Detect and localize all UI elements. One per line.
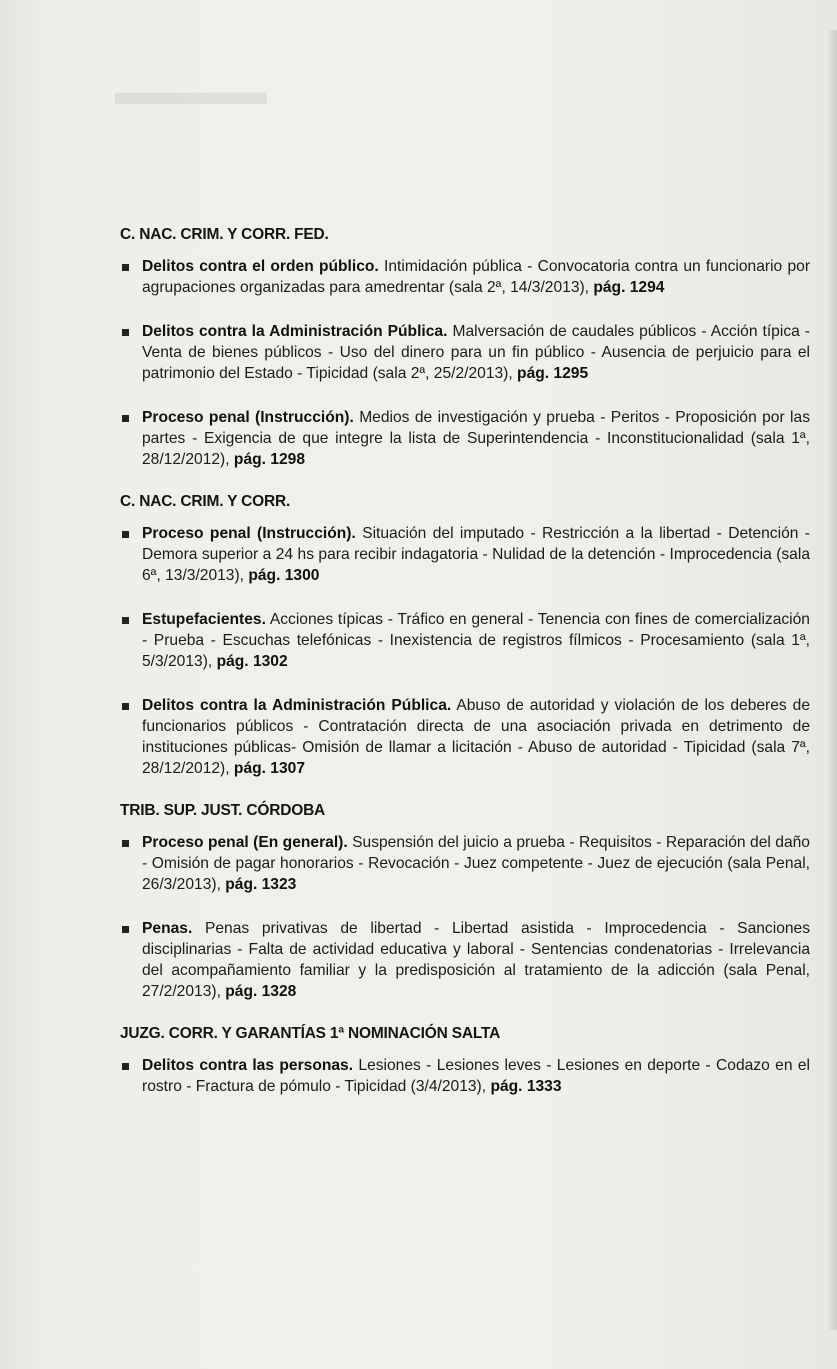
bullet-icon xyxy=(122,415,129,422)
entry-page: pág. 1302 xyxy=(216,653,288,670)
entry-page: pág. 1323 xyxy=(225,876,297,893)
summary-entry xyxy=(120,321,810,384)
summary-entry xyxy=(120,1055,810,1097)
entry-text: Acciones típicas - Tráfico en general - Tenencia con fines de comercialización - Prueba - Escuchas telefónicas - Inexistencia de registros fílmicos - Procesamiento (sala 1ª, 5/3/2013), xyxy=(142,611,810,670)
summary-entry xyxy=(120,407,810,470)
entry-topic: Estupefacientes. xyxy=(142,611,266,628)
entry-topic: Proceso penal (Instrucción). xyxy=(142,525,356,542)
entry-topic: Penas. xyxy=(142,920,193,937)
bullet-icon xyxy=(122,329,129,336)
summary-content xyxy=(120,226,810,1120)
entry-page: pág. 1295 xyxy=(517,365,589,382)
summary-entry xyxy=(120,695,810,779)
entry-page: pág. 1294 xyxy=(593,279,665,296)
bullet-icon xyxy=(122,264,129,271)
court-heading: C. NAC. CRIM. Y CORR. xyxy=(120,493,291,510)
entry-page: pág. 1333 xyxy=(490,1078,562,1095)
bullet-icon xyxy=(122,617,129,624)
entry-text: Medios de investigación y prueba - Peritos - Proposición por las partes - Exigencia de que integre la lista de Superintendencia - Inconstitucionalidad (sala 1ª, 28/12/2012), xyxy=(142,409,810,468)
bullet-icon xyxy=(122,1063,129,1070)
court-heading: C. NAC. CRIM. Y CORR. FED. xyxy=(120,226,329,243)
summary-entry xyxy=(120,609,810,672)
entry-text: Suspensión del juicio a prueba - Requisitos - Reparación del daño - Omisión de pagar honorarios - Revocación - Juez competente - Juez de ejecución (sala Penal, 26/3/2013), xyxy=(142,834,810,893)
page-edge-shadow xyxy=(827,30,837,1330)
entry-topic: Delitos contra el orden público. xyxy=(142,258,379,275)
summary-entry xyxy=(120,918,810,1002)
court-section xyxy=(120,802,810,1002)
entry-page: pág. 1300 xyxy=(248,567,320,584)
bullet-icon xyxy=(122,840,129,847)
court-section xyxy=(120,1025,810,1097)
entry-page: pág. 1298 xyxy=(233,451,305,468)
court-heading: JUZG. CORR. Y GARANTÍAS 1ª NOMINACIÓN SALTA xyxy=(120,1025,501,1042)
entry-topic: Delitos contra las personas. xyxy=(142,1057,354,1074)
court-section xyxy=(120,493,810,779)
entry-text: Abuso de autoridad y violación de los deberes de funcionarios públicos - Contratación directa de una asociación privada en detrimento de instituciones públicas- Omisión de llamar a licitación - Abuso de autoridad - Tipicidad (sala 7ª, 28/12/2012), xyxy=(142,697,810,777)
entry-text: Situación del imputado - Restricción a la libertad - Detención - Demora superior a 24 hs para recibir indagatoria - Nulidad de la detención - Improcedencia (sala 6ª, 13/3/2013), xyxy=(142,525,810,584)
bullet-icon xyxy=(122,703,129,710)
entry-topic: Proceso penal (En general). xyxy=(142,834,348,851)
summary-entry xyxy=(120,523,810,586)
entry-text: Lesiones - Lesiones leves - Lesiones en deporte - Codazo en el rostro - Fractura de pómulo - Tipicidad (3/4/2013), xyxy=(142,1057,810,1095)
bullet-icon xyxy=(122,926,129,933)
summary-entry xyxy=(120,832,810,895)
entry-topic: Delitos contra la Administración Pública. xyxy=(142,323,448,340)
entry-topic: Delitos contra la Administración Pública. xyxy=(142,697,452,714)
entry-text: Malversación de caudales públicos - Acción típica - Venta de bienes públicos - Uso del dinero para un fin público - Ausencia de perjuicio para el patrimonio del Estado - Tipicidad (sala 2ª, 25/2/2013), xyxy=(142,323,810,382)
court-section xyxy=(120,226,810,470)
court-heading: TRIB. SUP. JUST. CÓRDOBA xyxy=(120,802,326,819)
entry-page: pág. 1307 xyxy=(233,760,305,777)
bleed-through-shadow: ▬▬▬▬ xyxy=(115,71,267,113)
entry-topic: Proceso penal (Instrucción). xyxy=(142,409,354,426)
bullet-icon xyxy=(122,531,129,538)
summary-entry xyxy=(120,256,810,298)
entry-page: pág. 1328 xyxy=(225,983,297,1000)
entry-text: Penas privativas de libertad - Libertad asistida - Improcedencia - Sanciones disciplinarias - Falta de actividad educativa y laboral - Sentencias condenatorias - Irrelevancia del acompañamiento familiar y la predisposición al tratamiento de la adicción (sala Penal, 27/2/2013), xyxy=(142,920,811,1000)
entry-text: Intimidación pública - Convocatoria contra un funcionario por agrupaciones organizadas para amedrentar (sala 2ª, 14/3/2013), xyxy=(142,258,811,296)
